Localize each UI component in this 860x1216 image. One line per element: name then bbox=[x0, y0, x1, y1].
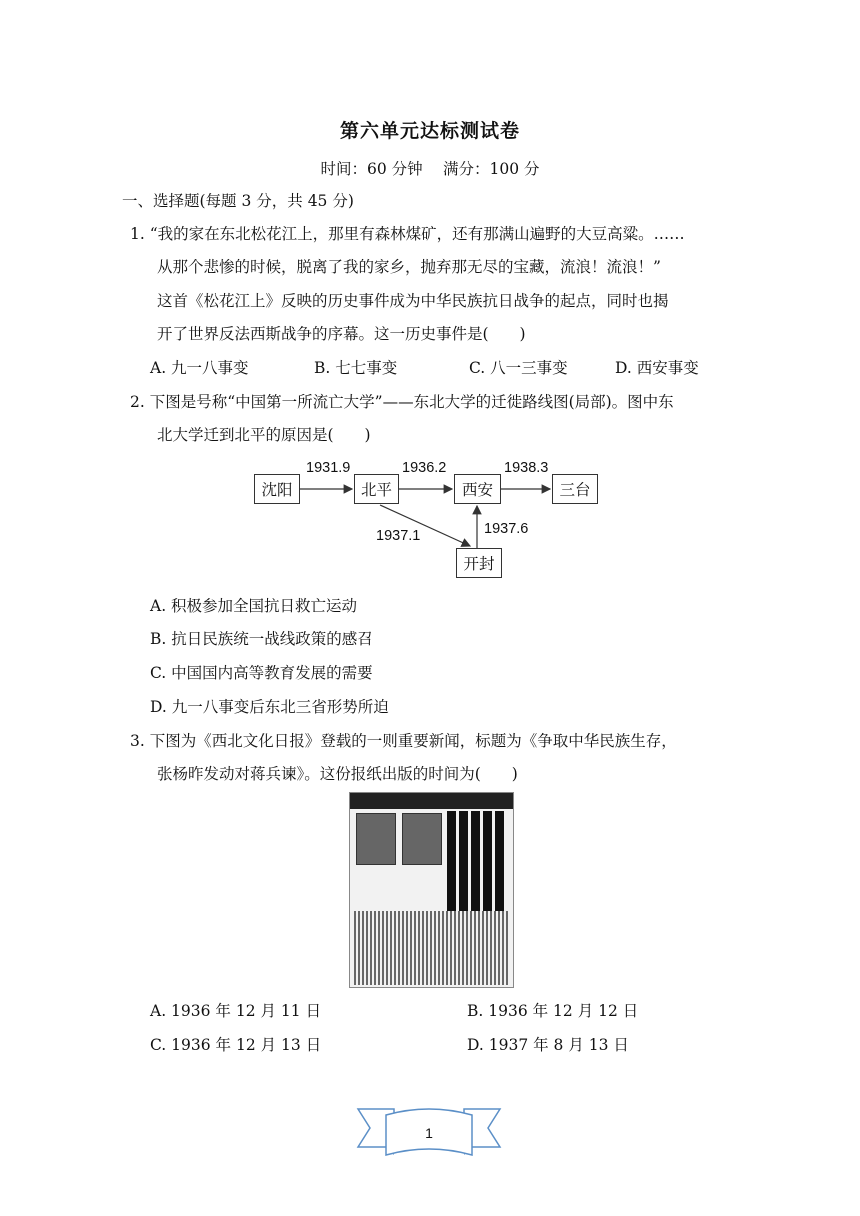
newspaper-body-text bbox=[354, 911, 509, 985]
q3-option-b[interactable]: B. 1936 年 12 月 12 日 bbox=[467, 1002, 639, 1020]
node-xian: 西安 bbox=[454, 474, 501, 504]
q2-option-d[interactable]: D. 九一八事变后东北三省形势所迫 bbox=[150, 698, 389, 716]
portrait-photo bbox=[356, 813, 396, 865]
q1-line-4: 开了世界反法西斯战争的序幕。这一历史事件是( ) bbox=[157, 325, 526, 343]
q1-line-2: 从那个悲惨的时候，脱离了我的家乡，抛弃那无尽的宝藏，流浪！流浪！” bbox=[157, 258, 661, 276]
newspaper-image bbox=[349, 792, 514, 988]
q1-option-c[interactable]: C. 八一三事变 bbox=[469, 359, 568, 377]
q1-line-3: 这首《松花江上》反映的历史事件成为中华民族抗日战争的起点，同时也揭 bbox=[157, 292, 669, 310]
section-heading: 一、选择题(每题 3 分，共 45 分) bbox=[122, 192, 354, 210]
q3-line-2: 张杨昨发动对蒋兵谏》。这份报纸出版的时间为( ) bbox=[157, 765, 518, 783]
edge-label-1936-2: 1936.2 bbox=[402, 460, 447, 476]
q1-line-1: 1. “我的家在东北松花江上，那里有森林煤矿，还有那满山遍野的大豆高粱。…… bbox=[130, 225, 685, 243]
exam-info: 时间：60 分钟 满分：100 分 bbox=[320, 160, 540, 178]
q3-line-1: 3. 下图为《西北文化日报》登载的一则重要新闻，标题为《争取中华民族生存， bbox=[130, 732, 677, 750]
newspaper-masthead bbox=[350, 793, 513, 809]
q2-line-1: 2. 下图是号称“中国第一所流亡大学”——东北大学的迁徙路线图(局部)。图中东 bbox=[130, 393, 674, 411]
page-number: 1 bbox=[425, 1125, 433, 1141]
q2-line-2: 北大学迁到北平的原因是( ) bbox=[157, 426, 371, 444]
q2-option-b[interactable]: B. 抗日民族统一战线政策的感召 bbox=[150, 630, 373, 648]
edge-label-1938-3: 1938.3 bbox=[504, 460, 549, 476]
edge-label-1931-9: 1931.9 bbox=[306, 460, 351, 476]
q3-option-a[interactable]: A. 1936 年 12 月 11 日 bbox=[150, 1002, 322, 1020]
page-number-banner bbox=[356, 1103, 502, 1161]
page-title: 第六单元达标测试卷 bbox=[339, 120, 520, 142]
node-santai: 三台 bbox=[552, 474, 598, 504]
q3-option-c[interactable]: C. 1936 年 12 月 13 日 bbox=[150, 1036, 322, 1054]
route-diagram bbox=[250, 458, 610, 582]
q1-option-b[interactable]: B. 七七事变 bbox=[314, 359, 398, 377]
q2-option-a[interactable]: A. 积极参加全国抗日救亡运动 bbox=[150, 597, 358, 615]
node-shenyang: 沈阳 bbox=[254, 474, 300, 504]
portrait-photo bbox=[402, 813, 442, 865]
edge-label-1937-6: 1937.6 bbox=[484, 521, 529, 537]
node-kaifeng: 开封 bbox=[456, 548, 502, 578]
q3-option-d[interactable]: D. 1937 年 8 月 13 日 bbox=[467, 1036, 629, 1054]
q1-option-a[interactable]: A. 九一八事变 bbox=[150, 359, 249, 377]
q1-option-d[interactable]: D. 西安事变 bbox=[615, 359, 699, 377]
node-beiping: 北平 bbox=[354, 474, 399, 504]
newspaper-headline bbox=[447, 811, 507, 911]
q2-option-c[interactable]: C. 中国国内高等教育发展的需要 bbox=[150, 664, 373, 682]
edge-label-1937-1: 1937.1 bbox=[376, 528, 421, 544]
